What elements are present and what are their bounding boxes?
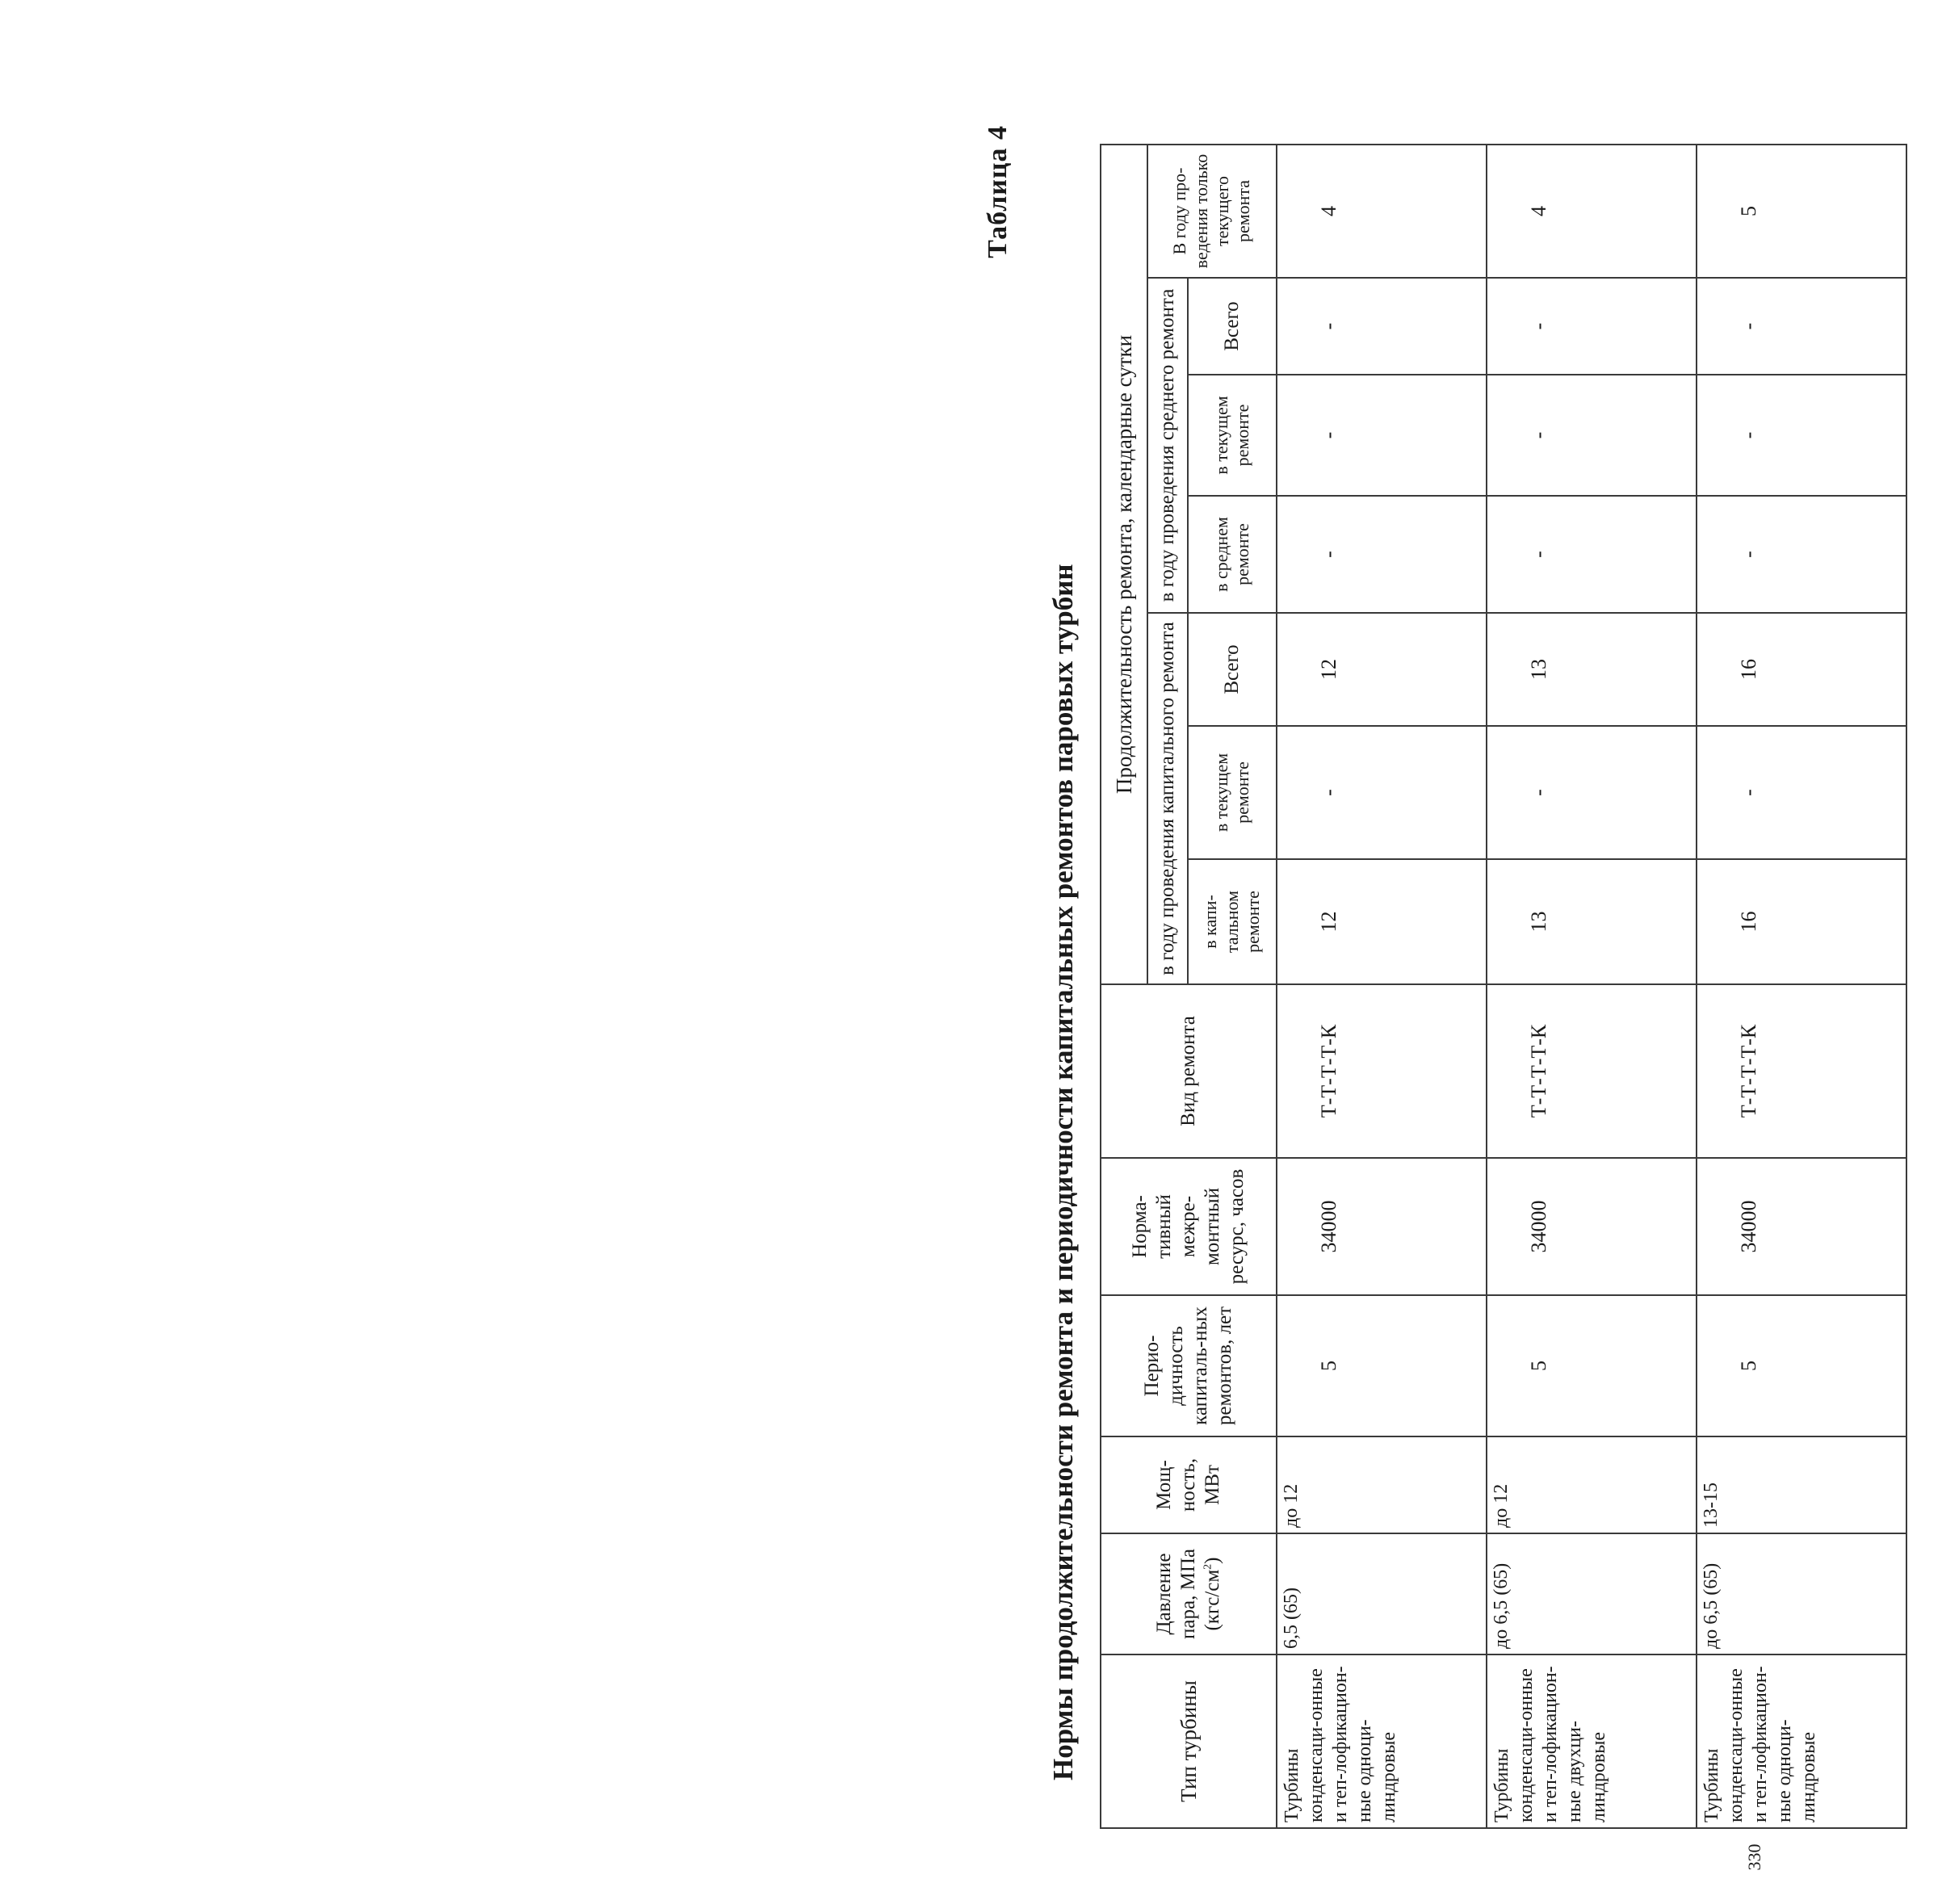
cell-current-only: 5 [1697,145,1906,278]
header-turbine-type: Тип турбины [1101,1654,1277,1828]
cell-cap-total: 13 [1487,613,1697,726]
cell-repair-kind: Т-Т-Т-Т-К [1277,984,1487,1158]
cell-periodicity: 5 [1277,1295,1487,1436]
header-medium-repair-year: в году проведения среднего ремонта [1147,278,1188,613]
cell-power: до 12 [1277,1436,1487,1533]
cell-pressure: до 6,5 (65) [1697,1533,1906,1654]
cell-mid-current: - [1277,375,1487,496]
header-power: Мощ-ность, МВт [1101,1436,1277,1533]
cell-power: до 12 [1487,1436,1697,1533]
cell-cap-total: 12 [1277,613,1487,726]
header-cap-total: Всего [1188,613,1277,726]
cell-cap-in-cap: 13 [1487,859,1697,984]
cell-cap-current: - [1697,726,1906,859]
page-number: 330 [1744,1843,1764,1871]
header-row-1 [1101,145,1147,1828]
cell-resource: 34000 [1697,1158,1906,1295]
cell-mid-current: - [1487,375,1697,496]
table-row [1487,145,1697,1828]
header-periodicity: Перио-дичность капиталь-ных ремонтов, лет [1101,1295,1277,1436]
header-in-capital-repair: в капи-тальном ремонте [1188,859,1277,984]
cell-current-only: 4 [1487,145,1697,278]
cell-periodicity: 5 [1487,1295,1697,1436]
cell-turbine-type: Турбины конденсаци-онные и теп-лофикацион-ные двухци-линдровые [1487,1654,1697,1828]
header-resource: Норма-тивный межре-монтный ресурс, часов [1101,1158,1277,1295]
cell-periodicity: 5 [1697,1295,1906,1436]
cell-mid-current: - [1697,375,1906,496]
cell-resource: 34000 [1277,1158,1487,1295]
header-capital-repair-year: в году проведения капитального ремонта [1147,613,1188,984]
cell-power: 13-15 [1697,1436,1906,1533]
table-row [1277,145,1487,1828]
cell-mid-in-mid: - [1277,496,1487,613]
table-title: Нормы продолжительности ремонта и периодичности капитальных ремонтов паровых турбин [1047,564,1079,1780]
cell-repair-kind: Т-Т-Т-Т-К [1487,984,1697,1158]
cell-resource: 34000 [1487,1158,1697,1295]
cell-mid-total: - [1697,278,1906,375]
cell-mid-in-mid: - [1487,496,1697,613]
cell-repair-kind: Т-Т-Т-Т-К [1697,984,1906,1158]
header-cap-in-current-repair: в текущем ремонте [1188,726,1277,859]
cell-current-only: 4 [1277,145,1487,278]
header-mid-total: Всего [1188,278,1277,375]
cell-mid-total: - [1277,278,1487,375]
header-current-repair-only-year: В году про-ведения только текущего ремонта [1147,145,1277,278]
header-mid-in-current-repair: в текущем ремонте [1188,375,1277,496]
cell-pressure: 6,5 (65) [1277,1533,1487,1654]
cell-pressure: до 6,5 (65) [1487,1533,1697,1654]
cell-cap-total: 16 [1697,613,1906,726]
cell-cap-in-cap: 16 [1697,859,1906,984]
header-duration: Продолжительность ремонта, календарные сутки [1101,145,1147,984]
header-steam-pressure: Давление пара, МПа $(кгс/см^2)$ [1101,1533,1277,1654]
header-repair-kind: Вид ремонта [1101,984,1277,1158]
table-caption: Таблица 4 [983,125,1013,258]
rotated-document-sheet [973,101,1942,1877]
header-in-medium-repair: в среднем ремонте [1188,496,1277,613]
cell-cap-current: - [1277,726,1487,859]
cell-mid-in-mid: - [1697,496,1906,613]
cell-cap-in-cap: 12 [1277,859,1487,984]
cell-turbine-type: Турбины конденсаци-онные и теп-лофикацион-ные одноци-линдровые [1697,1654,1906,1828]
cell-mid-total: - [1487,278,1697,375]
cell-cap-current: - [1487,726,1697,859]
repair-norms-table [1100,144,1907,1829]
cell-turbine-type: Турбины конденсаци-онные и теп-лофикацион-ные одноци-линдровые [1277,1654,1487,1828]
table-row [1697,145,1906,1828]
